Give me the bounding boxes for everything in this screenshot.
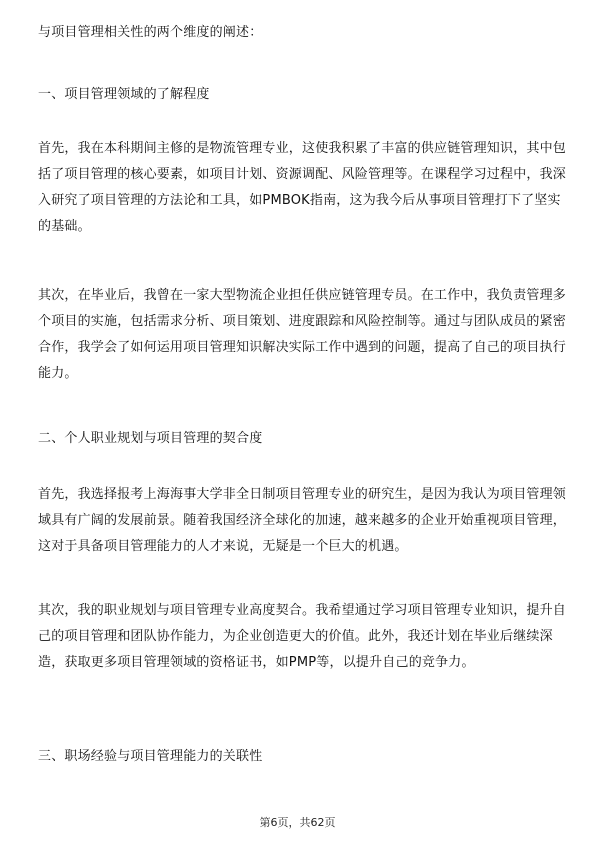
section-1-heading: 一、项目管理领域的了解程度 <box>38 87 210 102</box>
section-2-heading: 二、个人职业规划与项目管理的契合度 <box>38 431 263 446</box>
section-2-paragraph-2: 其次，我的职业规划与项目管理专业高度契合。我希望通过学习项目管理专业知识，提升自己的项目管理和团队协作能力，为企业创造更大的价值。此外，我还计划在毕业后继续深造，获取更多项目管理领域的资格证书，如PMP等，以提升自己的竞争力。 <box>38 603 567 670</box>
page-number: 第6页，共62页 <box>259 816 336 829</box>
section-1-paragraph-2: 其次，在毕业后，我曾在一家大型物流企业担任供应链管理专员。在工作中，我负责管理多个项目的实施，包括需求分析、项目策划、进度跟踪和风险控制等。通过与团队成员的紧密合作，我学会了如何运用项目管理知识解决实际工作中遇到的问题，提高了自己的项目执行能力。 <box>38 288 567 381</box>
intro-text: 与项目管理相关性的两个维度的阐述： <box>38 25 263 40</box>
section-3-heading: 三、职场经验与项目管理能力的关联性 <box>38 749 263 764</box>
section-1-paragraph-1: 首先，我在本科期间主修的是物流管理专业，这使我积累了丰富的供应链管理知识，其中包括了项目管理的核心要素，如项目计划、资源调配、风险管理等。在课程学习过程中，我深入研究了项目管理的方法论和工具，如PMBOK指南，这为我今后从事项目管理打下了坚实的基础。 <box>38 141 567 234</box>
section-2-paragraph-1: 首先，我选择报考上海海事大学非全日制项目管理专业的研究生，是因为我认为项目管理领域具有广阔的发展前景。随着我国经济全球化的加速，越来越多的企业开始重视项目管理，这对于具备项目管理能力的人才来说，无疑是一个巨大的机遇。 <box>38 487 567 554</box>
